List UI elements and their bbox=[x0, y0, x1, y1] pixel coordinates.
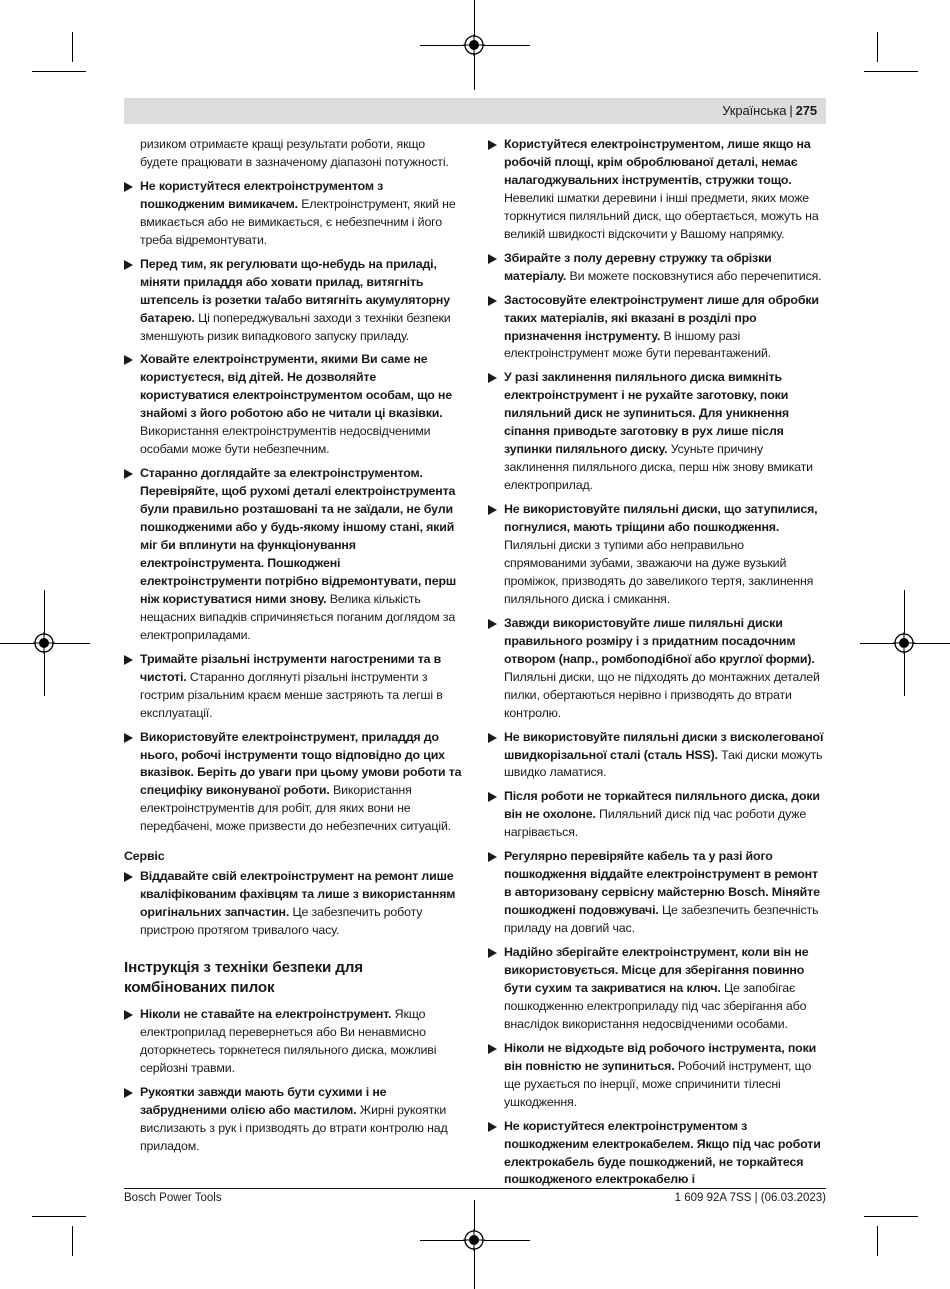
page-header bbox=[722, 103, 817, 118]
item-bold: Перед тим, як регулювати що-небудь на приладі, міняти приладдя або ховати прилад, витягніть штепсель із розетки та/або витягніть акумуляторну батарею. bbox=[140, 256, 450, 325]
item-bold: Старанно доглядайте за електроінструментом. Перевіряйте, щоб рухомі деталі електроінструмента були правильно розташовані та не заїдали, не були пошкодженими або у будь-якому іншому стані, який міг би вплинути на функціонування електроінструмента. Пошкоджені електроінструменти потрібно відремонтувати, перш ніж користуватися ними знову. bbox=[140, 466, 457, 606]
item-bold: У разі заклинення пиляльного диска вимкніть електроінструмент і не рухайте заготовку, поки пиляльний диск не зупиниться. Для уникнення сіпання приводьте заготовку в рух лише після зупинки пиляльного диску. bbox=[504, 370, 790, 457]
bullet-arrow-icon bbox=[488, 1122, 497, 1132]
item-text: Пиляльні диски, що не підходять до монтажних деталей пилки, обертаються нерівно і призводять до втрати контролю. bbox=[504, 669, 820, 720]
bullet-arrow-icon bbox=[488, 852, 497, 862]
item-text: Якщо електроприлад перевернеться або Ви ненавмисно доторкнетесь торкнетеся пиляльного диска, можливі серйозні травми. bbox=[140, 1007, 437, 1075]
item-text: Ці попереджувальні заходи з техніки безпеки зменшують ризик випадкового запуску приладу. bbox=[140, 310, 451, 343]
bullet-arrow-icon bbox=[124, 1088, 133, 1098]
item-bold: Надійно зберігайте електроінструмент, коли він не використовується. Місце для зберігання повинно бути сухим та закриватися на ключ. bbox=[504, 945, 809, 995]
bullet-arrow-icon bbox=[488, 296, 497, 306]
item-text: Старанно доглянуті різальні інструменти з гострим різальним краєм менше застряють та легші в експлуатації. bbox=[140, 669, 443, 720]
item-text: Це забезпечить безпечність приладу на довгий час. bbox=[504, 903, 819, 936]
bullet-arrow-icon bbox=[488, 948, 497, 958]
item-bold: Користуйтеся електроінструментом, лише якщо на робочій площі, крім оброблюваної деталі, немає налагоджувальних інструментів, стружки тощо. bbox=[504, 137, 811, 187]
item-bold: Застосовуйте електроінструмент лише для обробки таких матеріалів, які вказані в розділі про призначення інструменту. bbox=[504, 292, 819, 343]
saw-safety-item bbox=[488, 615, 828, 723]
footer-brand: Bosch Power Tools bbox=[124, 1192, 222, 1204]
bullet-arrow-icon bbox=[488, 792, 497, 802]
saw-safety-item bbox=[488, 136, 828, 244]
registration-mark-icon bbox=[463, 1229, 485, 1251]
crop-mark bbox=[72, 32, 73, 62]
bullet-arrow-icon bbox=[488, 373, 497, 383]
item-bold: Ніколи не відходьте від робочого інструмента, поки він повністю не зупиниться. bbox=[504, 1040, 817, 1073]
item-bold: Не використовуйте пиляльні диски з висколегованої швидкорізальної сталі (сталь HSS). bbox=[504, 729, 824, 762]
left-column bbox=[124, 136, 464, 1162]
section-title: Інструкція з техніки безпеки для комбінованих пилок bbox=[124, 959, 363, 997]
saw-safety-item bbox=[124, 1084, 464, 1156]
item-bold: Не використовуйте пиляльні диски, що затупилися, погнулися, мають тріщини або пошкодження. bbox=[504, 502, 818, 535]
saw-safety-item bbox=[488, 1040, 828, 1112]
header-band bbox=[124, 98, 826, 124]
header-language: Українська bbox=[722, 103, 787, 118]
continuation-text: ризиком отримаєте кращі результати роботи, якщо будете працювати в зазначеному діапазоні потужності. bbox=[140, 137, 449, 169]
saw-safety-item bbox=[488, 1118, 828, 1190]
item-bold: Ховайте електроінструменти, якими Ви саме не користуєтеся, від дітей. Не дозволяйте користуватися електроінструментом особам, що не знайомі з його роботою або не читали ці вказівки. bbox=[140, 352, 453, 421]
item-bold: Завжди використовуйте лише пиляльні диски правильного розміру і з придатним посадочним отвором (напр., ромбоподібної або круглої форми). bbox=[504, 615, 815, 666]
service-item bbox=[124, 868, 464, 940]
item-text: В іншому разі електроінструмент може бути перевантажений. bbox=[504, 328, 772, 361]
safety-item bbox=[124, 256, 464, 346]
bullet-arrow-icon bbox=[124, 182, 133, 192]
item-text: Електроінструмент, який не вмикається або не вимикається, є небезпечним і його треба відремонтувати. bbox=[140, 196, 456, 247]
crop-mark bbox=[32, 71, 86, 72]
saw-safety-item bbox=[488, 250, 828, 286]
saw-safety-item bbox=[488, 501, 828, 609]
footer-doc-number: 1 609 92A 7SS | (06.03.2023) bbox=[674, 1192, 826, 1204]
bullet-arrow-icon bbox=[124, 355, 133, 365]
item-text: Такі диски можуть швидко ламатися. bbox=[504, 747, 823, 780]
crop-mark bbox=[877, 32, 878, 62]
bullet-arrow-icon bbox=[124, 469, 133, 479]
saw-safety-item bbox=[124, 1006, 464, 1078]
safety-item bbox=[124, 729, 464, 837]
bullet-arrow-icon bbox=[488, 254, 497, 264]
item-bold: Тримайте різальні інструменти нагостреними та в чистоті. bbox=[140, 651, 442, 684]
bullet-arrow-icon bbox=[124, 260, 133, 270]
item-bold: Ніколи не ставайте на електроінструмент. bbox=[140, 1007, 392, 1022]
crop-mark bbox=[877, 1226, 878, 1256]
safety-item bbox=[124, 651, 464, 723]
bullet-arrow-icon bbox=[124, 655, 133, 665]
registration-mark-icon bbox=[463, 34, 485, 56]
registration-mark-icon bbox=[33, 632, 55, 654]
header-separator: | bbox=[789, 103, 793, 118]
saw-safety-item bbox=[488, 944, 828, 1034]
bullet-arrow-icon bbox=[488, 619, 497, 629]
item-bold: Не користуйтеся електроінструментом з пошкодженим електрокабелем. Якщо під час роботи електрокабель буде пошкоджений, не торкайтеся пошкодженого електрокабелю і bbox=[504, 1118, 821, 1187]
item-bold: Використовуйте електроінструмент, приладдя до нього, робочі інструменти тощо відповідно до цих вказівок. Беріть до уваги при цьому умови роботи та специфіку виконуваної роботи. bbox=[140, 729, 462, 798]
item-text: Це запобігає пошкодженню електроприладу під час зберігання або внаслідок використання недосвідченими особами. bbox=[504, 980, 807, 1031]
saw-safety-item bbox=[488, 369, 828, 495]
item-text: Використання електроінструментів для робіт, для яких вони не передбачені, може призвести до небезпечних ситуацій. bbox=[140, 783, 452, 834]
right-column bbox=[488, 136, 828, 1195]
item-text: Ви можете посковзнутися або перечепитися. bbox=[566, 268, 822, 283]
item-text: Пиляльні диски з тупими або неправильно спрямованими зубами, зважаючи на дуже вузький проміжок, призводять до завеликого тертя, заклинення пиляльного диска і смикання. bbox=[504, 538, 814, 606]
footer-rule bbox=[124, 1188, 826, 1189]
bullet-arrow-icon bbox=[124, 872, 133, 882]
bullet-arrow-icon bbox=[488, 733, 497, 743]
crop-mark bbox=[864, 1216, 918, 1217]
item-bold: Не користуйтеся електроінструментом з пошкодженим вимикачем. bbox=[140, 178, 384, 211]
saw-safety-item bbox=[488, 729, 828, 783]
item-text: Велика кількість нещасних випадків спричиняється поганим доглядом за електроприладами. bbox=[140, 591, 456, 642]
saw-safety-item bbox=[488, 788, 828, 842]
item-text: Пиляльний диск під час роботи дуже нагрівається. bbox=[504, 807, 807, 840]
bullet-arrow-icon bbox=[124, 733, 133, 743]
saw-safety-item bbox=[488, 292, 828, 364]
crop-mark bbox=[72, 1226, 73, 1256]
saw-safety-item bbox=[488, 848, 828, 938]
item-bold: Віддавайте свій електроінструмент на ремонт лише кваліфікованим фахівцям та лише з використанням оригінальних запчастин. bbox=[140, 869, 456, 920]
crop-mark bbox=[32, 1216, 86, 1217]
item-text: Невеликі шматки деревини і інші предмети, яких може торкнутися пиляльний диск, що обертається, можуть на великій швидкості відскочити у Вашому напрямку. bbox=[504, 190, 819, 241]
registration-mark-icon bbox=[893, 632, 915, 654]
bullet-arrow-icon bbox=[488, 140, 497, 150]
safety-item bbox=[124, 351, 464, 459]
item-text: Усуньте причину заклинення пиляльного диска, перш ніж знову вмикати електроприлад. bbox=[504, 442, 813, 493]
bullet-arrow-icon bbox=[488, 1044, 497, 1054]
crop-mark bbox=[864, 71, 918, 72]
safety-item bbox=[124, 465, 464, 645]
item-bold: Збирайте з полу деревну стружку та обрізки матеріалу. bbox=[504, 250, 772, 283]
safety-item bbox=[124, 178, 464, 250]
page-number: 275 bbox=[795, 103, 817, 118]
service-heading: Сервіс bbox=[124, 849, 165, 864]
bullet-arrow-icon bbox=[488, 505, 497, 515]
item-text: Робочий інструмент, що ще рухається по інерції, може спричинити тілесні ушкодження. bbox=[504, 1058, 812, 1109]
item-text: Використання електроінструментів недосвідченими особами може бути небезпечним. bbox=[140, 424, 431, 457]
item-bold: Рукоятки завжди мають бути сухими і не забрудненими олією або мастилом. bbox=[140, 1084, 387, 1117]
bullet-arrow-icon bbox=[124, 1010, 133, 1020]
item-bold: Регулярно перевіряйте кабель та у разі його пошкодження віддайте електроінструмент в ремонт в авторизовану сервісну майстерню Bosch. Міняйте пошкоджені подовжувачі. bbox=[504, 849, 820, 918]
item-text: Жирні рукоятки вислизають з рук і призводять до втрати контролю над приладом. bbox=[140, 1102, 448, 1153]
item-bold: Після роботи не торкайтеся пиляльного диска, доки він не охолоне. bbox=[504, 789, 820, 822]
item-text: Це забезпечить роботу пристрою протягом тривалого часу. bbox=[140, 905, 423, 938]
